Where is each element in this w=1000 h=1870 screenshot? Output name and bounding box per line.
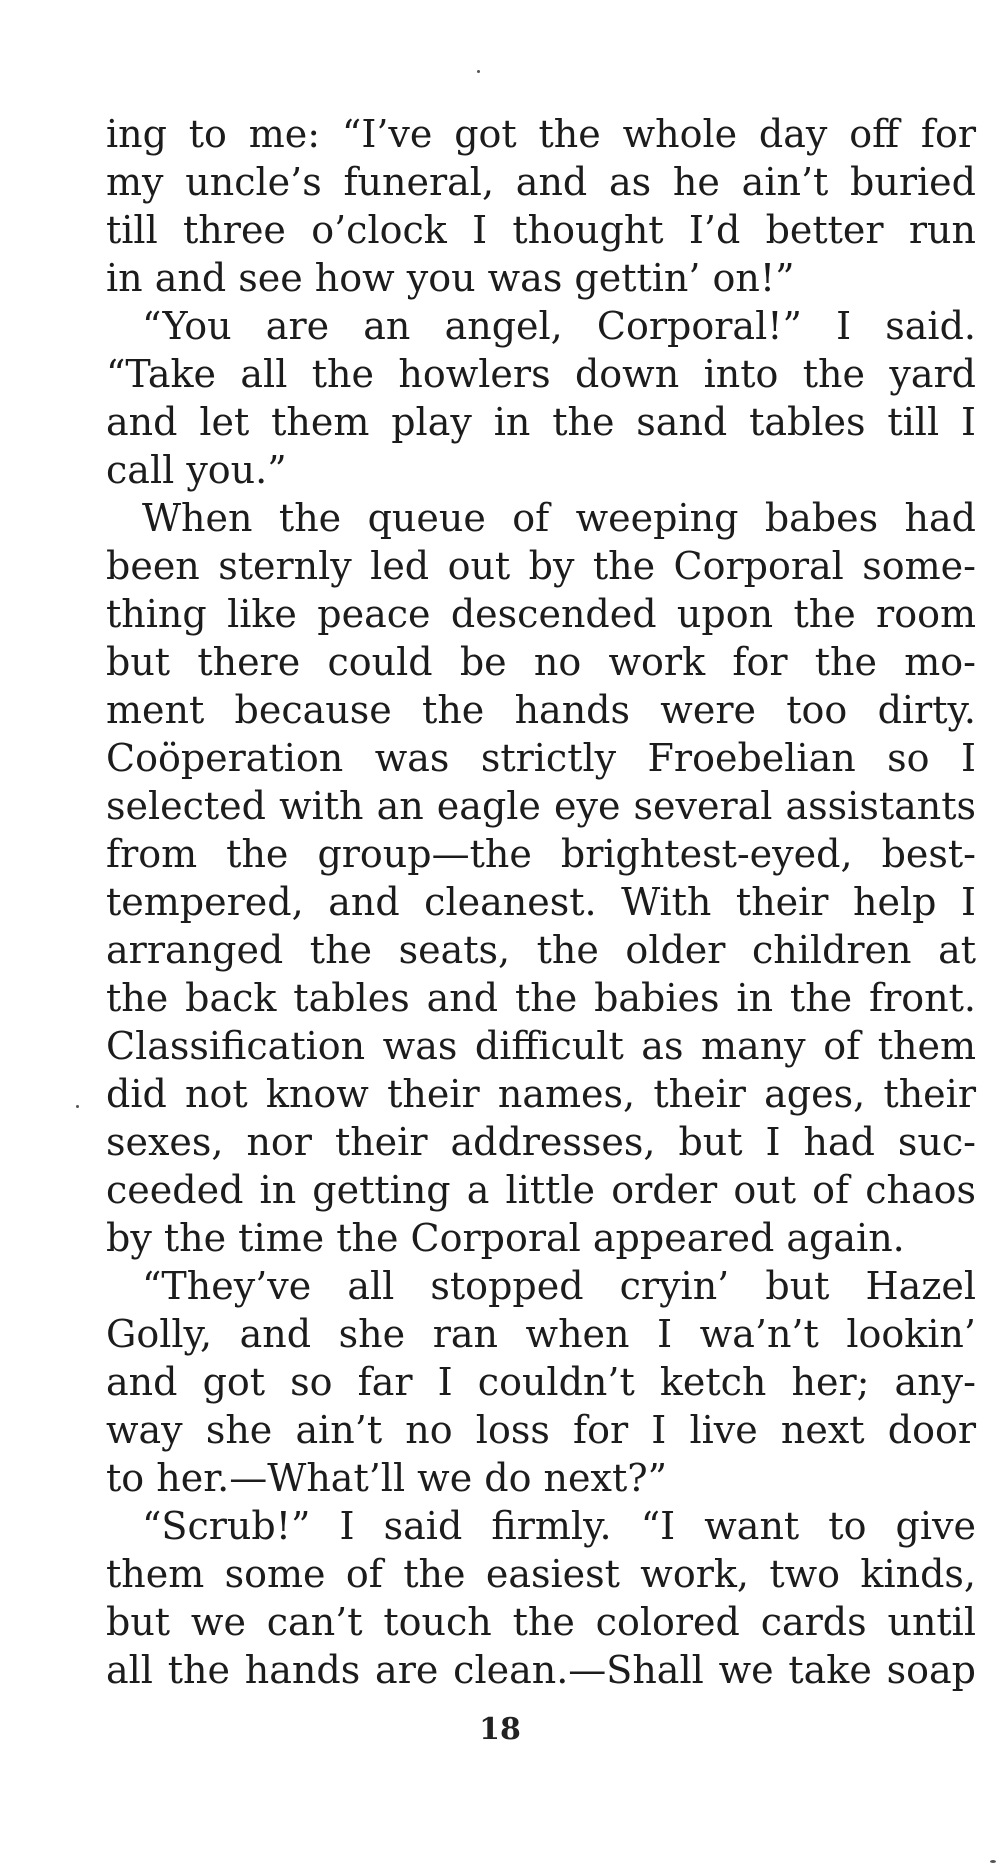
paragraph-4: [106, 1262, 976, 1502]
text-line: from the group—the brightest-eyed, best-: [106, 832, 976, 876]
ink-speck-left: [76, 1105, 79, 1108]
text-line: arranged the seats, the older children at: [106, 928, 976, 972]
text-line: to her.—What’ll we do next?”: [106, 1456, 668, 1500]
book-page-body: [106, 110, 976, 1694]
text-line: did not know their names, their ages, their: [106, 1072, 976, 1116]
text-line: but we can’t touch the colored cards until: [106, 1600, 976, 1644]
text-line: ceeded in getting a little order out of chaos: [106, 1168, 976, 1212]
text-line: When the queue of weeping babes had: [142, 496, 976, 540]
text-line: all the hands are clean.—Shall we take soap: [106, 1648, 976, 1692]
text-line: and let them play in the sand tables till I: [106, 400, 976, 444]
text-line: been sternly led out by the Corporal some-: [106, 544, 976, 588]
text-line: Coöperation was strictly Froebelian so I: [106, 736, 976, 780]
paragraph-2: [106, 302, 976, 494]
page-number: 18: [479, 1712, 521, 1747]
text-line: “They’ve all stopped cryin’ but Hazel: [142, 1264, 976, 1308]
text-line: in and see how you was gettin’ on!”: [106, 256, 795, 300]
text-line: thing like peace descended upon the room: [106, 592, 976, 636]
paragraph-1: [106, 110, 976, 302]
text-line: call you.”: [106, 448, 287, 492]
text-line: my uncle’s funeral, and as he ain’t buried: [106, 160, 976, 204]
text-line: tempered, and cleanest. With their help I: [106, 880, 976, 924]
text-line: “You are an angel, Corporal!” I said.: [142, 304, 976, 348]
ink-speck-bottom-right: [990, 1860, 996, 1863]
text-line: them some of the easiest work, two kinds,: [106, 1552, 976, 1596]
text-line: Classification was difficult as many of them: [106, 1024, 976, 1068]
text-line: sexes, nor their addresses, but I had suc-: [106, 1120, 976, 1164]
text-line: “Take all the howlers down into the yard: [106, 352, 976, 396]
text-line: ing to me: “I’ve got the whole day off for: [106, 112, 976, 156]
text-line: the back tables and the babies in the front.: [106, 976, 976, 1020]
text-line: Golly, and she ran when I wa’n’t lookin’: [106, 1312, 976, 1356]
ink-speck-top: [477, 70, 480, 73]
text-line: and got so far I couldn’t ketch her; any-: [106, 1360, 976, 1404]
paragraph-3: [106, 494, 976, 1262]
paragraph-5: [106, 1502, 976, 1694]
text-line: but there could be no work for the mo-: [106, 640, 976, 684]
text-line: ment because the hands were too dirty.: [106, 688, 976, 732]
text-line: by the time the Corporal appeared again.: [106, 1216, 905, 1260]
text-line: till three o’clock I thought I’d better run: [106, 208, 976, 252]
text-line: “Scrub!” I said firmly. “I want to give: [142, 1504, 976, 1548]
text-line: selected with an eagle eye several assistants: [106, 784, 976, 828]
text-line: way she ain’t no loss for I live next door: [106, 1408, 976, 1452]
